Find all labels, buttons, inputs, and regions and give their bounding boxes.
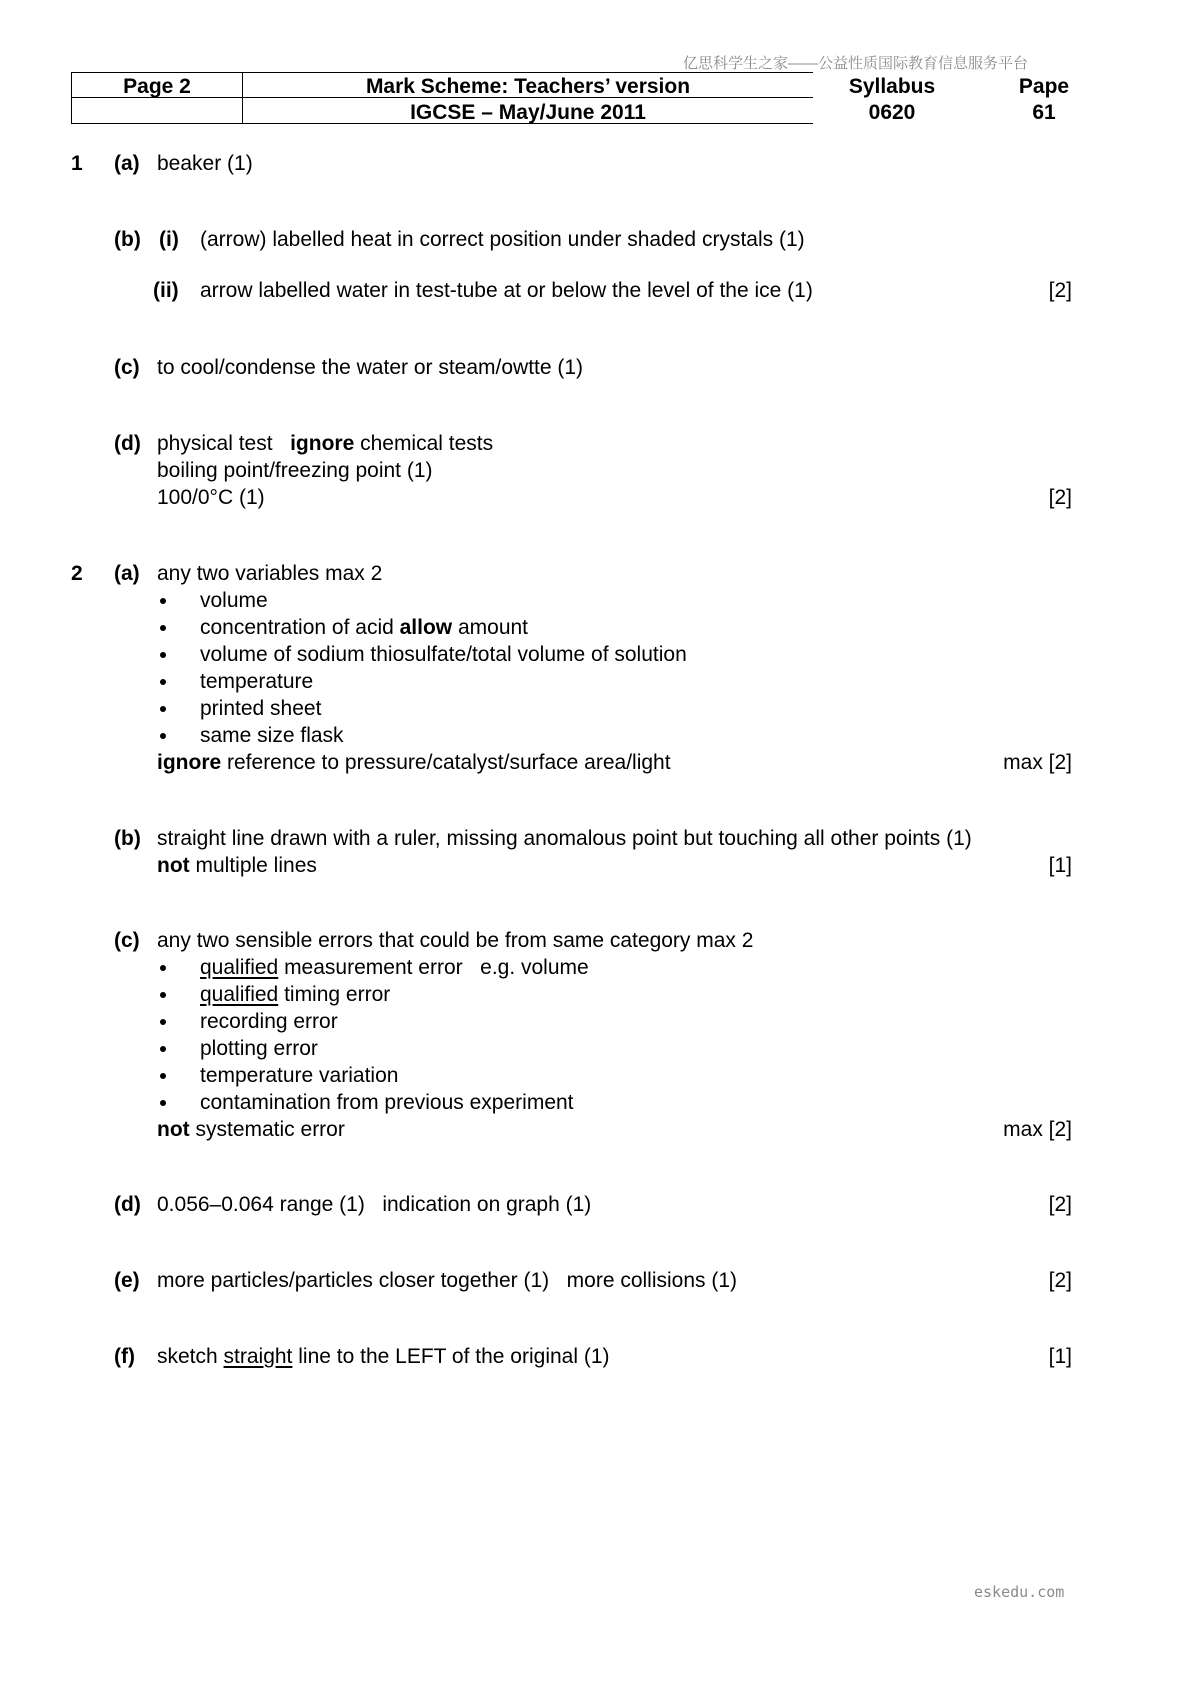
q2b-mark: [1] [1048, 854, 1072, 877]
q1d-mark: [2] [1048, 486, 1072, 509]
q1c-text: to cool/condense the water or steam/owtte (1) [157, 356, 584, 379]
q2c-bullet-5: temperature variation [200, 1064, 399, 1087]
q1-number: 1 [71, 152, 83, 175]
q2c-text: any two sensible errors that could be from same category max 2 [157, 929, 754, 952]
q2e-mark: [2] [1048, 1269, 1072, 1292]
header-syllabus-label: Syllabus [848, 75, 936, 98]
q2a-bullet-5: printed sheet [200, 697, 322, 720]
footer-site: eskedu.com [974, 1583, 1065, 1601]
header-syllabus-value: 0620 [868, 101, 916, 124]
bullet [160, 1019, 166, 1025]
bullet [160, 1046, 166, 1052]
q2a-bullet-2: concentration of acid allow amount [200, 616, 529, 639]
q2f-text: sketch straight line to the LEFT of the original (1) [157, 1345, 610, 1368]
q2c-not: not systematic error [157, 1118, 345, 1141]
q2a-bullet-6: same size flask [200, 724, 344, 747]
q2a-bullet-4: temperature [200, 670, 314, 693]
q2e-label: (e) [114, 1269, 140, 1292]
q2a-ignore: ignore reference to pressure/catalyst/surface area/light [157, 751, 671, 774]
q2a-mark: max [2] [1003, 751, 1072, 774]
q1d-line3: 100/0°C (1) [157, 486, 265, 509]
q1c-label: (c) [114, 356, 140, 379]
bullet [160, 1073, 166, 1079]
q2c-bullet-4: plotting error [200, 1037, 318, 1060]
q2a-bullet-3: volume of sodium thiosulfate/total volume of solution [200, 643, 687, 666]
q1bii-text: arrow labelled water in test-tube at or below the level of the ice (1) [200, 279, 813, 302]
header-paper-value: 61 [1032, 101, 1056, 124]
bullet [160, 1100, 166, 1106]
q2c-label: (c) [114, 929, 140, 952]
q2c-bullet-2: qualified timing error [200, 983, 391, 1006]
q2c-bullet-3: recording error [200, 1010, 338, 1033]
q1d-line2: boiling point/freezing point (1) [157, 459, 433, 482]
q2-number: 2 [71, 562, 83, 585]
q1d-line1: physical test ignore chemical tests [157, 432, 494, 455]
q2c-bullet-6: contamination from previous experiment [200, 1091, 574, 1114]
bullet [160, 733, 166, 739]
q2b-label: (b) [114, 827, 141, 850]
q1bi-text: (arrow) labelled heat in correct position under shaded crystals (1) [200, 228, 805, 251]
bullet [160, 598, 166, 604]
q2e-text: more particles/particles closer together (1) more collisions (1) [157, 1269, 738, 1292]
q1d-label: (d) [114, 432, 141, 455]
q1b-mark: [2] [1048, 279, 1072, 302]
q2a-label: (a) [114, 562, 140, 585]
q1a-label: (a) [114, 152, 140, 175]
q1b-label: (b) [114, 228, 141, 251]
q2a-bullet-1: volume [200, 589, 268, 612]
q2c-bullet-1: qualified measurement error e.g. volume [200, 956, 589, 979]
q2c-mark: max [2] [1003, 1118, 1072, 1141]
q2d-text: 0.056–0.064 range (1) indication on graph (1) [157, 1193, 592, 1216]
q2d-label: (d) [114, 1193, 141, 1216]
header-title: Mark Scheme: Teachers’ version [365, 75, 691, 98]
q2b-not: not multiple lines [157, 854, 317, 877]
bullet [160, 652, 166, 658]
bullet [160, 992, 166, 998]
header-paper-label: Pape [1018, 75, 1070, 98]
bullet [160, 625, 166, 631]
bullet [160, 706, 166, 712]
watermark-text: 亿思科学生之家——公益性质国际教育信息服务平台 [683, 55, 1029, 72]
q2b-text: straight line drawn with a ruler, missing anomalous point but touching all other points (1) [157, 827, 972, 850]
bullet [160, 965, 166, 971]
header-exam: IGCSE – May/June 2011 [410, 101, 646, 124]
q2f-mark: [1] [1048, 1345, 1072, 1368]
q1bii-label: (ii) [153, 279, 179, 302]
q2f-label: (f) [114, 1345, 135, 1368]
q2a-text: any two variables max 2 [157, 562, 383, 585]
q2d-mark: [2] [1048, 1193, 1072, 1216]
header-page: Page 2 [123, 75, 191, 98]
bullet [160, 679, 166, 685]
q1bi-label: (i) [159, 228, 179, 251]
q1a-text: beaker (1) [157, 152, 253, 175]
